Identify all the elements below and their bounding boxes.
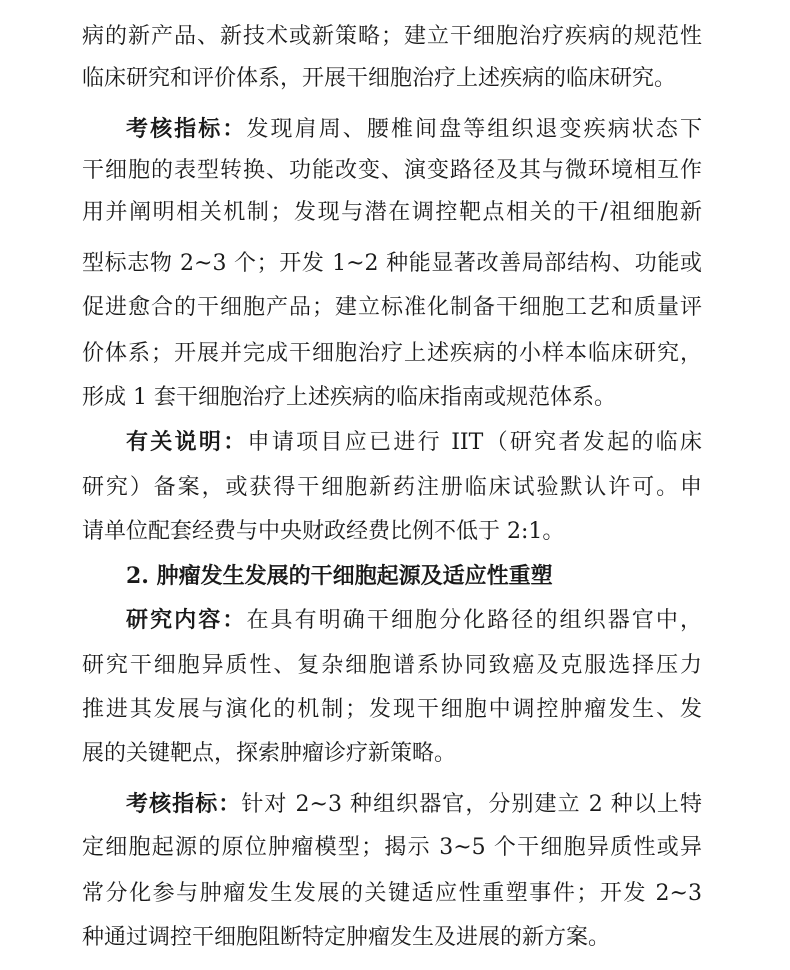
notes-label: 有关说明： <box>126 429 248 455</box>
body-text-line: 定细胞起源的原位肿瘤模型；揭示 3~5 个干细胞异质性或异 <box>82 835 702 860</box>
body-text-line: 价体系；开展并完成干细胞治疗上述疾病的小样本临床研究， <box>82 341 702 366</box>
body-text-line: 研究干细胞异质性、复杂细胞谱系协同致癌及克服选择压力 <box>82 653 702 678</box>
body-text: 在具有明确干细胞分化路径的组织器官中， <box>246 608 702 633</box>
assessment-indicators-label: 考核指标： <box>126 791 242 817</box>
body-text-line: 研究）备案，或获得干细胞新药注册临床试验默认许可。申 <box>82 475 702 500</box>
research-content-first-line <box>126 605 702 635</box>
research-content-label: 研究内容： <box>126 607 247 633</box>
body-text-line: 型标志物 2~3 个；开发 1~2 种能显著改善局部结构、功能或 <box>82 251 702 276</box>
assessment-indicators-first-line <box>126 114 702 144</box>
body-text: 申请项目应已进行 IIT（研究者发起的临床 <box>247 430 702 455</box>
body-text-line: 干细胞的表型转换、功能改变、演变路径及其与微环境相互作 <box>82 158 702 183</box>
body-text-line: 临床研究和评价体系，开展干细胞治疗上述疾病的临床研究。 <box>82 66 677 91</box>
body-text-line: 用并阐明相关机制；发现与潜在调控靶点相关的干/祖细胞新 <box>82 200 702 225</box>
body-text-line: 常分化参与肿瘤发生发展的关键适应性重塑事件；开发 2~3 <box>82 881 702 906</box>
body-text-line: 种通过调控干细胞阻断特定肿瘤发生及进展的新方案。 <box>82 925 611 950</box>
body-text: 发现肩周、腰椎间盘等组织退变疾病状态下 <box>246 117 702 142</box>
body-text: 针对 2~3 种组织器官，分别建立 2 种以上特 <box>241 792 702 817</box>
assessment-indicators-first-line <box>126 789 702 819</box>
body-text-line: 请单位配套经费与中央财政经费比例不低于 2:1。 <box>82 519 565 544</box>
body-text-line: 展的关键靶点，探索肿瘤诊疗新策略。 <box>82 741 457 766</box>
body-text-line: 形成 1 套干细胞治疗上述疾病的临床指南或规范体系。 <box>82 385 616 410</box>
body-text-line: 促进愈合的干细胞产品；建立标准化制备干细胞工艺和质量评 <box>82 295 702 320</box>
notes-first-line <box>126 427 702 457</box>
section-heading: 2. 肿瘤发生发展的干细胞起源及适应性重塑 <box>126 563 553 589</box>
body-text-line: 推进其发展与演化的机制；发现干细胞中调控肿瘤发生、发 <box>82 697 702 722</box>
assessment-indicators-label: 考核指标： <box>126 116 247 142</box>
body-text-line: 病的新产品、新技术或新策略；建立干细胞治疗疾病的规范性 <box>82 24 702 49</box>
